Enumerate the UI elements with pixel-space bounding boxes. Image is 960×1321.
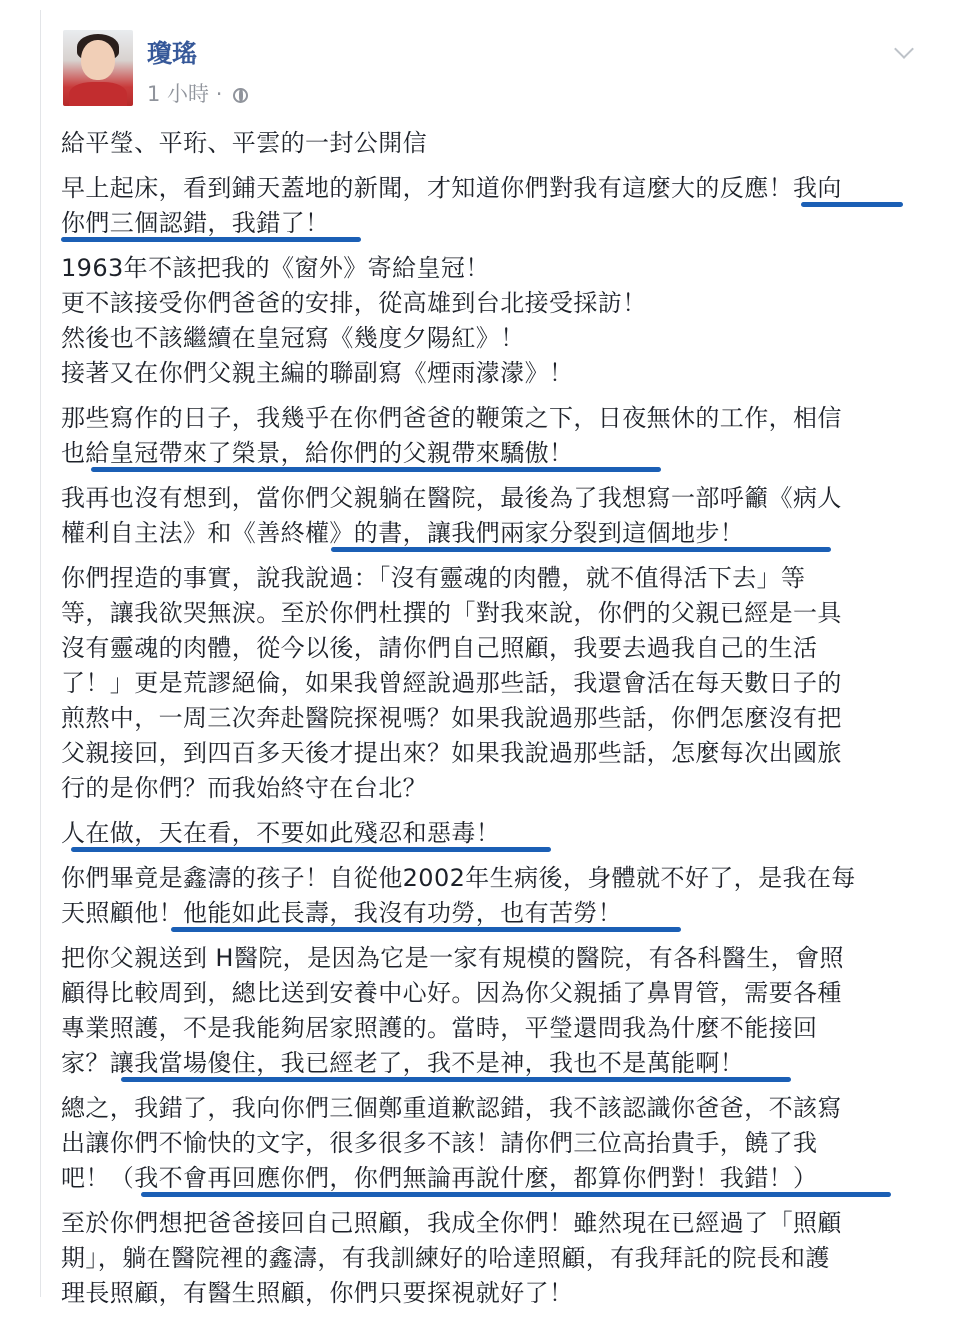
paragraph xyxy=(61,1091,903,1196)
avatar[interactable] xyxy=(63,30,133,106)
text-line: 接著又在你們父親主編的聯副寫《煙雨濛濛》！ xyxy=(61,359,574,387)
text-line: 1963年不該把我的《窗外》寄給皇冠！ xyxy=(61,254,490,282)
paragraph xyxy=(61,1206,903,1311)
text-line: 天照顧他！他能如此長壽，我沒有功勞，也有苦勞！ xyxy=(61,896,903,931)
text-line: 至於你們想把爸爸接回自己照顧，我成全你們！雖然現在已經過了「照顧 xyxy=(61,1209,842,1237)
text-line: 那些寫作的日子，我幾乎在你們爸爸的鞭策之下，日夜無休的工作，相信 xyxy=(61,404,842,432)
text-line: 沒有靈魂的肉體，從今以後，請你們自己照顧，我要去過我自己的生活 xyxy=(61,634,818,662)
text-line: 家？讓我當場傻住，我已經老了，我不是神，我也不是萬能啊！ xyxy=(61,1046,903,1081)
author-name[interactable]: 瓊瑤 xyxy=(147,39,198,68)
text-line: 理長照顧，有醫生照顧，你們只要探視就好了！ xyxy=(61,1279,574,1307)
avatar-face xyxy=(81,40,115,80)
text-line: 期」，躺在醫院裡的鑫濤，有我訓練好的哈達照顧，有我拜託的院長和護 xyxy=(61,1244,830,1272)
paragraph xyxy=(61,171,903,241)
text-line: 然後也不該繼續在皇冠寫《幾度夕陽紅》！ xyxy=(61,324,525,352)
underline-mark xyxy=(71,847,551,852)
text-line: 煎熬中，一周三次奔赴醫院探視嗎？如果我說過那些話，你們怎麼沒有把 xyxy=(61,704,842,732)
text-line: 吧！（我不會再回應你們，你們無論再說什麼，都算你們對！我錯！） xyxy=(61,1161,903,1196)
text-line: 行的是你們？而我始終守在台北？ xyxy=(61,774,427,802)
text-line: 出讓你們不愉快的文字，很多很多不該！請你們三位高抬貴手，饒了我 xyxy=(61,1129,818,1157)
text-line: 等，讓我欲哭無淚。至於你們杜撰的「對我來說，你們的父親已經是一具 xyxy=(61,599,842,627)
paragraph xyxy=(61,861,903,931)
paragraph xyxy=(61,941,903,1081)
paragraph xyxy=(61,816,903,851)
paragraph xyxy=(61,401,903,471)
text-line: 把你父親送到 H醫院，是因為它是一家有規模的醫院，有各科醫生，會照 xyxy=(61,944,844,972)
text-line: 父親接回，到四百多天後才提出來？如果我說過那些話，怎麼每次出國旅 xyxy=(61,739,842,767)
text-line: 我再也沒有想到，當你們父親躺在醫院，最後為了我想寫一部呼籲《病人 xyxy=(61,484,842,512)
text-line: 了！」更是荒謬絕倫，如果我曾經說過那些話，我還會活在每天數日子的 xyxy=(61,669,842,697)
text-line: 你們三個認錯，我錯了！ xyxy=(61,206,903,241)
post-time[interactable]: 1 小時 · xyxy=(147,82,223,106)
chevron-down-icon[interactable] xyxy=(894,39,914,59)
text-line: 權利自主法》和《善終權》的書，讓我們兩家分裂到這個地步！ xyxy=(61,516,903,551)
text-line: 總之，我錯了，我向你們三個鄭重道歉認錯，我不該認識你爸爸，不該寫 xyxy=(61,1094,842,1122)
underline-mark xyxy=(121,1077,791,1082)
post-body xyxy=(61,126,903,1321)
paragraph xyxy=(61,561,903,806)
facebook-post xyxy=(40,10,921,1307)
underline-mark xyxy=(91,467,661,472)
underline-mark xyxy=(171,927,681,932)
post-paragraphs xyxy=(61,171,903,1311)
globe-icon xyxy=(233,88,248,103)
text-line: 人在做，天在看，不要如此殘忍和惡毒！ xyxy=(61,816,903,851)
underline-mark xyxy=(141,1192,891,1197)
text-line: 顧得比較周到，總比送到安養中心好。因為你父親插了鼻胃管，需要各種 xyxy=(61,979,842,1007)
text-line: 你們捏造的事實，說我說過：「沒有靈魂的肉體，就不值得活下去」等 xyxy=(61,564,806,592)
post-title: 給平瑩、平珩、平雲的一封公開信 xyxy=(61,129,427,157)
underline-mark xyxy=(61,237,361,242)
paragraph xyxy=(61,251,903,391)
avatar-shirt xyxy=(69,82,127,106)
underline-mark xyxy=(331,547,831,552)
text-line: 你們畢竟是鑫濤的孩子！自從他2002年生病後，身體就不好了，是我在每 xyxy=(61,864,856,892)
paragraph xyxy=(61,481,903,551)
text-line: 更不該接受你們爸爸的安排，從高雄到台北接受採訪！ xyxy=(61,289,647,317)
text-line: 早上起床，看到鋪天蓋地的新聞，才知道你們對我有這麼大的反應！我向 xyxy=(61,171,903,206)
post-meta xyxy=(147,78,248,108)
text-line: 專業照護，不是我能夠居家照護的。當時，平瑩還問我為什麼不能接回 xyxy=(61,1014,818,1042)
text-line: 也給皇冠帶來了榮景，給你們的父親帶來驕傲！ xyxy=(61,436,903,471)
